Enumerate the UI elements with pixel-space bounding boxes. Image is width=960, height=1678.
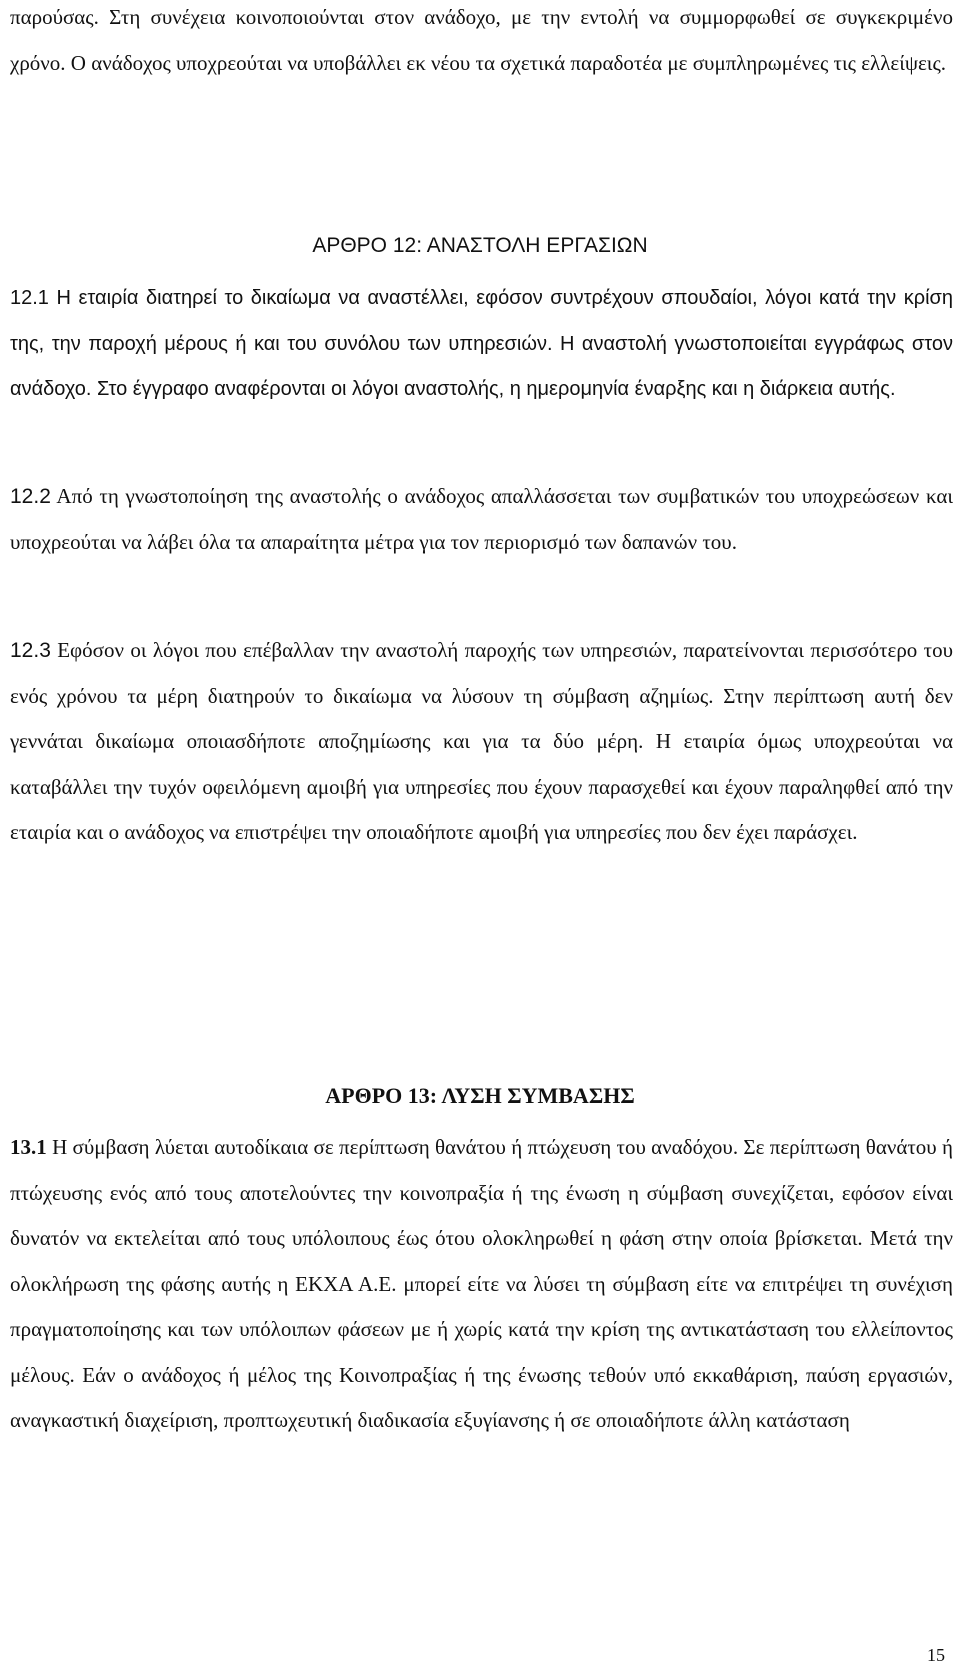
article-12-1-number: 12.1 xyxy=(10,287,49,309)
article-12-2-paragraph xyxy=(10,474,953,565)
article-12-3-number: 12.3 xyxy=(10,639,51,662)
page-number: 15 xyxy=(927,1645,945,1665)
article-12-2-text: Από τη γνωστοποίηση της αναστολής ο ανάδοχος απαλλάσσεται των συμβατικών του υποχρεώσεων και υποχρεούται να λάβει όλα τα απαραίτητα μέτρα για τον περιορισμό των δαπανών του. xyxy=(10,484,953,554)
article-12-2-number: 12.2 xyxy=(10,485,51,508)
article-13-1-text: Η σύμβαση λύεται αυτοδίκαια σε περίπτωση θανάτου ή πτώχευση του αναδόχου. Σε περίπτωση θανάτου ή πτώχευσης ενός από τους αποτελούντες την κοινοπραξία ή της ένωση η σύμβαση συνεχίζεται, εφόσον είναι δυνατόν να εκτελείται από τους υπόλοιπους έως ότου ολοκληρωθεί η φάση στην οποία βρίσκεται. Μετά την ολοκλήρωση της φάσης αυτής η ΕΚΧΑ Α.Ε. μπορεί είτε να λύσει τη σύμβαση είτε να επιτρέψει τη συνέχιση πραγματοποίησης και των υπόλοιπων φάσεων με ή χωρίς κατά την κρίση της αντικατάσταση του ελλείποντος μέλους. Εάν ο ανάδοχος ή μέλος της Κοινοπραξίας ή της ένωσης τεθούν υπό εκκαθάριση, παύση εργασιών, αναγκαστική διαχείριση, προπτωχευτική διαδικασία εξυγίανσης ή σε οποιαδήποτε άλλη κατάσταση xyxy=(10,1135,953,1432)
article-12-1-paragraph xyxy=(10,276,953,413)
article-12-3-text: Εφόσον οι λόγοι που επέβαλλαν την αναστολή παροχής των υπηρεσιών, παρατείνονται περισσότερο του ενός χρόνου τα μέρη διατηρούν το δικαίωμα να λύσουν τη σύμβαση αζημίως. Στην περίπτωση αυτή δεν γεννάται δικαίωμα οποιασδήποτε αποζημίωσης και για τα δύο μέρη. Η εταιρία όμως υποχρεούται να καταβάλλει την τυχόν οφειλόμενη αμοιβή για υπηρεσίες που έχουν παρασχεθεί και έχουν παραληφθεί από την εταιρία και ο ανάδοχος να επιστρέψει την οποιαδήποτε αμοιβή για υπηρεσίες που δεν έχει παράσχει. xyxy=(10,638,953,844)
intro-paragraph xyxy=(10,0,953,86)
article-12-heading: ΑΡΘΡΟ 12: ΑΝΑΣΤΟΛΗ ΕΡΓΑΣΙΩΝ xyxy=(312,234,648,257)
intro-text: παρούσας. Στη συνέχεια κοινοποιούνται στον ανάδοχο, με την εντολή να συμμορφωθεί σε συγκεκριμένο χρόνο. Ο ανάδοχος υποχρεούται να υποβάλλει εκ νέου τα σχετικά παραδοτέα με συμπληρωμένες τις ελλείψεις. xyxy=(10,5,953,75)
article-13-heading: ΑΡΘΡΟ 13: ΛΥΣΗ ΣΥΜΒΑΣΗΣ xyxy=(325,1083,635,1108)
article-12-1-text: Η εταιρία διατηρεί το δικαίωμα να αναστέλλει, εφόσον συντρέχουν σπουδαίοι, λόγοι κατά την κρίση της, την παροχή μέρους ή και του συνόλου των υπηρεσιών. Η αναστολή γνωστοποιείται εγγράφως στον ανάδοχο. Στο έγγραφο αναφέρονται οι λόγοι αναστολής, η ημερομηνία έναρξης και η διάρκεια αυτής. xyxy=(10,287,953,400)
article-13-1-number: 13.1 xyxy=(10,1135,47,1159)
article-13-1-paragraph xyxy=(10,1125,953,1444)
article-12-3-paragraph xyxy=(10,628,953,856)
